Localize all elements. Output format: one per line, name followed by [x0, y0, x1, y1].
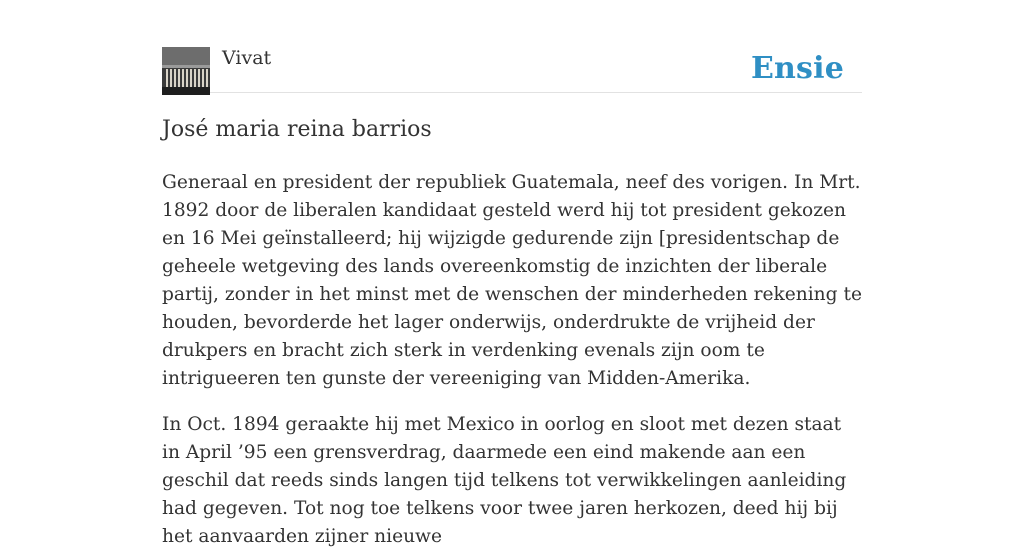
header: [162, 0, 862, 93]
article-page: [162, 0, 862, 547]
avatar-image-icon: [162, 47, 210, 95]
article-title: José maria reina barrios: [162, 117, 432, 142]
author-name[interactable]: Vivat: [222, 47, 272, 69]
article-body: [162, 169, 862, 551]
site-logo[interactable]: Ensie: [750, 51, 844, 86]
author-avatar[interactable]: [162, 47, 210, 95]
article-paragraph: Generaal en president der republiek Guatemala, neef des vorigen. In Mrt. 1892 door de liberalen kandidaat gesteld werd hij tot president gekozen en 16 Mei geïnstalleerd; hij wijzigde gedurende zijn [presidentschap de geheele wetgeving des lands overeenkomstig de inzichten der liberale partij, zonder in het minst met de wenschen der minderheden rekening te houden, bevorderde het lager onderwijs, onderdrukte de vrijheid der drukpers en bracht zich sterk in verdenking evenals zijn oom te intrigueeren ten gunste der vereeniging van Midden-Amerika.: [162, 172, 862, 389]
article-paragraph: In Oct. 1894 geraakte hij met Mexico in oorlog en sloot met dezen staat in April ’95 een grensverdrag, daarmede een eind makende aan een geschil dat reeds sinds langen tijd telkens tot verwikkelingen aanleiding had gegeven. Tot nog toe telkens voor twee jaren herkozen, deed hij bij het aanvaarden zijner nieuwe: [162, 414, 847, 547]
